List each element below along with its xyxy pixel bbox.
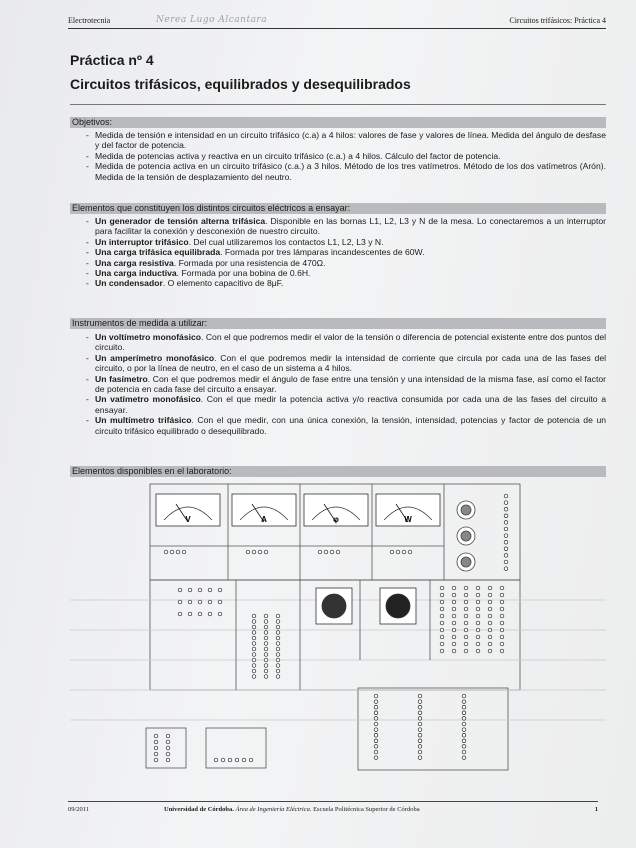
item-description: . O elemento capacitivo de 8μF. <box>162 278 284 289</box>
terminal-jack <box>252 620 256 624</box>
terminal-jack <box>488 649 492 653</box>
terminal-jack <box>336 550 340 554</box>
elementos-list <box>86 216 606 289</box>
terminal-jack <box>318 550 322 554</box>
terminal-jack <box>488 635 492 639</box>
terminal-jack <box>464 600 468 604</box>
page-header <box>68 14 606 29</box>
terminal-jack <box>276 620 280 624</box>
terminal-jack <box>264 550 268 554</box>
terminal-jack <box>218 612 222 616</box>
page-number: 1 <box>594 806 598 813</box>
terminal-jack <box>452 635 456 639</box>
terminal-jack <box>452 614 456 618</box>
terminal-jack <box>464 607 468 611</box>
terminal-jack <box>408 550 412 554</box>
meter-letter: A <box>261 515 267 524</box>
list-item: - Medida de potencias activa y reactiva en un circuito trifásico (c.a.) a 4 hilos. Cálculo del factor de potencia. <box>86 151 606 161</box>
item-description: . Con el que medir la potencia activa y/o reactiva consumida por cada una de las fases del circuito a ensayar. <box>95 394 606 415</box>
divider <box>70 104 606 105</box>
terminal-jack <box>462 739 466 743</box>
terminal-jack <box>374 722 378 726</box>
terminal-jack <box>462 700 466 704</box>
terminal-jack <box>154 740 158 744</box>
meter-letter: W <box>404 515 412 524</box>
item-description: . Formada por una bobina de 0.6H. <box>176 268 311 279</box>
item-description: . Con el que medir, con una única conexión, la tensión, intensidad, potencias y factor de potencia de un circuito trifásico equilibrado o desequilibrado. <box>95 415 606 436</box>
terminal-jack <box>264 669 268 673</box>
terminal-jack <box>374 705 378 709</box>
terminal-jack <box>476 614 480 618</box>
section-heading-objetivos: Objetivos: <box>70 117 606 128</box>
terminal-jack <box>249 758 253 762</box>
terminal-jack <box>462 705 466 709</box>
terminal-jack <box>464 614 468 618</box>
objetivos-list <box>86 130 606 182</box>
terminal-jack <box>252 614 256 618</box>
terminal-jack <box>504 547 508 551</box>
terminal-jack <box>452 621 456 625</box>
item-term: Una carga inductiva <box>95 268 177 279</box>
terminal-jack <box>188 588 192 592</box>
terminal-jack <box>418 722 422 726</box>
header-practice: Circuitos trifásicos: Práctica 4 <box>509 16 606 25</box>
terminal-jack <box>235 758 239 762</box>
terminal-jack <box>418 750 422 754</box>
terminal-jack <box>464 649 468 653</box>
terminal-jack <box>154 752 158 756</box>
terminal-jack <box>500 600 504 604</box>
terminal-jack <box>374 733 378 737</box>
terminal-jack <box>166 746 170 750</box>
terminal-jack <box>464 586 468 590</box>
terminal-jack <box>252 636 256 640</box>
terminal-jack <box>488 642 492 646</box>
terminal-jack <box>504 554 508 558</box>
section-heading-elementos: Elementos que constituyen los distintos circuitos eléctricos a ensayar: <box>70 203 606 214</box>
terminal-jack <box>418 756 422 760</box>
terminal-jack <box>500 614 504 618</box>
terminal-jack <box>178 600 182 604</box>
terminal-jack <box>170 550 174 554</box>
terminal-jack <box>252 647 256 651</box>
lab-equipment-diagram <box>70 480 606 780</box>
terminal-jack <box>324 550 328 554</box>
terminal-jack <box>462 694 466 698</box>
handwritten-name: Nerea Lugo Alcantara <box>156 15 268 25</box>
terminal-jack <box>488 593 492 597</box>
terminal-jack <box>330 550 334 554</box>
terminal-jack <box>188 600 192 604</box>
terminal-jack <box>462 733 466 737</box>
footer-school: . Escuela Politécnica Superior de Córdoba <box>309 806 420 813</box>
list-item <box>86 247 606 257</box>
terminal-jack <box>440 614 444 618</box>
terminal-jack <box>476 586 480 590</box>
terminal-jack <box>264 631 268 635</box>
terminal-jack <box>500 593 504 597</box>
list-item <box>86 278 606 288</box>
terminal-jack <box>258 550 262 554</box>
terminal-jack <box>374 717 378 721</box>
terminal-jack <box>462 745 466 749</box>
terminal-jack <box>198 588 202 592</box>
footer-date: 09/2011 <box>68 806 90 813</box>
list-item <box>86 374 606 395</box>
terminal-jack <box>464 628 468 632</box>
section-heading-laboratorio: Elementos disponibles en el laboratorio: <box>70 466 606 477</box>
terminal-jack <box>418 694 422 698</box>
terminal-jack <box>154 746 158 750</box>
terminal-jack <box>504 540 508 544</box>
terminal-jack <box>462 756 466 760</box>
page-footer <box>68 801 598 813</box>
item-term: Un condensador <box>95 278 163 289</box>
terminal-jack <box>208 612 212 616</box>
terminal-jack <box>464 635 468 639</box>
terminal-jack <box>500 628 504 632</box>
terminal-jack <box>488 607 492 611</box>
terminal-jack <box>374 739 378 743</box>
terminal-jack <box>374 756 378 760</box>
terminal-jack <box>464 593 468 597</box>
terminal-jack <box>264 620 268 624</box>
terminal-jack <box>276 675 280 679</box>
item-term: Un amperímetro monofásico <box>95 352 215 363</box>
item-term: Un vatímetro monofásico <box>95 394 201 405</box>
section-heading-instrumentos: Instrumentos de medida a utilizar: <box>70 318 606 329</box>
terminal-jack <box>504 534 508 538</box>
terminal-jack <box>504 514 508 518</box>
terminal-jack <box>252 631 256 635</box>
item-description: . Disponible en las bornas L1, L2, L3 y N de la mesa. Lo conectaremos a un interruptor para facilitar la conexión y desconexión de nuestro circuito. <box>95 216 606 237</box>
terminal-jack <box>276 647 280 651</box>
terminal-jack <box>488 586 492 590</box>
terminal-jack <box>462 722 466 726</box>
terminal-jack <box>500 607 504 611</box>
terminal-jack <box>452 628 456 632</box>
item-term: Una carga resistiva <box>95 257 174 268</box>
terminal-jack <box>374 694 378 698</box>
terminal-jack <box>374 745 378 749</box>
terminal-jack <box>276 658 280 662</box>
list-item: - Medida de tensión e intensidad en un circuito trifásico (c.a) a 4 hilos: valores de fase y valores de línea. Medida del ángulo de desfase y del factor de potencia. <box>86 130 606 151</box>
terminal-jack <box>276 664 280 668</box>
terminal-jack <box>488 600 492 604</box>
terminal-jack <box>440 635 444 639</box>
terminal-jack <box>176 550 180 554</box>
list-item <box>86 268 606 278</box>
terminal-jack <box>208 600 212 604</box>
list-item <box>86 332 606 353</box>
terminal-jack <box>500 586 504 590</box>
item-term: Un interruptor trifásico <box>95 236 189 247</box>
terminal-jack <box>264 653 268 657</box>
item-description: . Con el que podremos medir la intensidad de corriente que circula por cada una de las fases del circuito, o por la línea de neutro, en el caso de un sistema a 4 hilos. <box>95 352 607 374</box>
footer-institution <box>164 806 420 813</box>
terminal-jack <box>276 653 280 657</box>
terminal-jack <box>504 527 508 531</box>
terminal-jack <box>264 647 268 651</box>
terminal-jack <box>246 550 250 554</box>
instrumentos-list <box>86 332 606 436</box>
terminal-jack <box>418 745 422 749</box>
terminal-jack <box>252 669 256 673</box>
terminal-jack <box>476 628 480 632</box>
list-item: - Medida de potencia activa en un circuito trifásico (c.a.) a 3 hilos. Método de los tres vatímetros. Método de los dos vatímetros (Arón). Medida de la tensión de desplazamiento del neutro. <box>86 161 606 182</box>
terminal-jack <box>374 728 378 732</box>
page-title: Práctica nº 4 <box>70 52 154 68</box>
list-item <box>86 237 606 247</box>
terminal-jack <box>276 631 280 635</box>
terminal-jack <box>418 739 422 743</box>
list-item <box>86 415 606 436</box>
terminal-jack <box>418 711 422 715</box>
terminal-jack <box>504 567 508 571</box>
terminal-jack <box>488 628 492 632</box>
terminal-jack <box>252 625 256 629</box>
terminal-jack <box>276 642 280 646</box>
terminal-jack <box>252 658 256 662</box>
terminal-jack <box>440 600 444 604</box>
ammeter-icon <box>232 494 296 526</box>
terminal-jack <box>452 642 456 646</box>
terminal-jack <box>214 758 218 762</box>
terminal-jack <box>462 750 466 754</box>
terminal-jack <box>154 734 158 738</box>
analyzer-module <box>206 728 266 768</box>
terminal-jack <box>504 494 508 498</box>
terminal-jack <box>418 705 422 709</box>
terminal-jack <box>182 550 186 554</box>
terminal-jack <box>440 642 444 646</box>
item-description: . Formada por tres lámparas incandescentes de 60W. <box>220 247 425 258</box>
terminal-jack <box>500 642 504 646</box>
terminal-jack <box>228 758 232 762</box>
terminal-jack <box>462 711 466 715</box>
terminal-jack <box>440 649 444 653</box>
voltmeter-icon <box>156 494 220 526</box>
terminal-jack <box>221 758 225 762</box>
list-item <box>86 394 606 415</box>
terminal-jack <box>418 700 422 704</box>
terminal-jack <box>418 733 422 737</box>
terminal-jack <box>178 612 182 616</box>
page-subtitle: Circuitos trifásicos, equilibrados y desequilibrados <box>70 76 411 92</box>
terminal-jack <box>452 593 456 597</box>
terminal-jack <box>166 740 170 744</box>
terminal-jack <box>452 649 456 653</box>
terminal-jack <box>500 649 504 653</box>
terminal-jack <box>464 621 468 625</box>
terminal-jack <box>264 642 268 646</box>
terminal-jack <box>264 658 268 662</box>
terminal-jack <box>476 593 480 597</box>
terminal-jack <box>488 614 492 618</box>
terminal-jack <box>440 586 444 590</box>
terminal-jack <box>500 621 504 625</box>
terminal-jack <box>276 636 280 640</box>
terminal-jack <box>418 728 422 732</box>
list-item <box>86 258 606 268</box>
item-description: . Del cual utilizaremos los contactos L1, L2, L3 y N. <box>188 236 384 247</box>
item-description: . Formada por una resistencia de 470Ω. <box>173 257 326 268</box>
terminal-jack <box>504 560 508 564</box>
terminal-jack <box>252 642 256 646</box>
item-term: Una carga trifásica equilibrada <box>95 247 221 258</box>
terminal-jack <box>264 625 268 629</box>
terminal-jack <box>242 758 246 762</box>
terminal-jack <box>476 607 480 611</box>
terminal-jack <box>374 750 378 754</box>
terminal-jack <box>476 642 480 646</box>
terminal-jack <box>166 734 170 738</box>
terminal-jack <box>208 588 212 592</box>
terminal-jack <box>264 675 268 679</box>
terminal-jack <box>504 521 508 525</box>
terminal-jack <box>218 588 222 592</box>
terminal-jack <box>504 507 508 511</box>
terminal-jack <box>452 586 456 590</box>
terminal-jack <box>462 717 466 721</box>
terminal-jack <box>276 614 280 618</box>
terminal-jack <box>276 669 280 673</box>
header-subject: Electrotecnia <box>68 16 111 25</box>
item-term: Un generador de tensión alterna trifásica <box>95 216 266 226</box>
footer-university: Universidad de Córdoba. <box>164 806 234 813</box>
terminal-jack <box>264 664 268 668</box>
list-item <box>86 216 606 237</box>
item-term: Un multímetro trifásico <box>95 415 192 426</box>
terminal-jack <box>218 600 222 604</box>
wattmeter-icon <box>376 494 440 526</box>
terminal-jack <box>440 593 444 597</box>
terminal-jack <box>476 600 480 604</box>
terminal-jack <box>264 636 268 640</box>
item-term: Un fasímetro <box>95 373 148 384</box>
terminal-jack <box>178 588 182 592</box>
terminal-jack <box>402 550 406 554</box>
meter-letter: φ <box>333 515 339 524</box>
terminal-jack <box>390 550 394 554</box>
terminal-jack <box>374 700 378 704</box>
terminal-jack <box>198 612 202 616</box>
list-item <box>86 353 606 374</box>
item-description: . Con el que podremos medir el valor de la tensión o diferencia de potencial existente entre dos puntos del circuito. <box>95 332 607 353</box>
terminal-jack <box>154 758 158 762</box>
terminal-jack <box>166 758 170 762</box>
terminal-jack <box>500 635 504 639</box>
terminal-jack <box>198 600 202 604</box>
terminal-jack <box>252 675 256 679</box>
terminal-jack <box>440 607 444 611</box>
terminal-jack <box>252 653 256 657</box>
terminal-jack <box>276 625 280 629</box>
terminal-jack <box>396 550 400 554</box>
terminal-jack <box>488 621 492 625</box>
terminal-jack <box>476 635 480 639</box>
terminal-jack <box>504 501 508 505</box>
terminal-jack <box>476 649 480 653</box>
terminal-jack <box>464 642 468 646</box>
terminal-jack <box>164 550 168 554</box>
terminal-jack <box>166 752 170 756</box>
item-term: Un voltímetro monofásico <box>95 332 202 342</box>
footer-area: Área de Ingeniería Eléctrica <box>235 806 310 813</box>
terminal-jack <box>440 628 444 632</box>
terminal-jack <box>374 711 378 715</box>
load-bank <box>358 688 508 770</box>
terminal-jack <box>440 621 444 625</box>
terminal-jack <box>188 612 192 616</box>
meter-letter: V <box>185 515 191 524</box>
phasemeter-icon <box>304 494 368 526</box>
terminal-jack <box>452 600 456 604</box>
terminal-jack <box>252 664 256 668</box>
terminal-jack <box>462 728 466 732</box>
terminal-jack <box>418 717 422 721</box>
terminal-jack <box>252 550 256 554</box>
terminal-jack <box>264 614 268 618</box>
terminal-jack <box>452 607 456 611</box>
item-description: . Con el que podremos medir el ángulo de fase entre una tensión y una intensidad de la misma fase, así como el factor de potencia en cada fase del circuito a ensayar. <box>95 373 606 395</box>
terminal-jack <box>476 621 480 625</box>
